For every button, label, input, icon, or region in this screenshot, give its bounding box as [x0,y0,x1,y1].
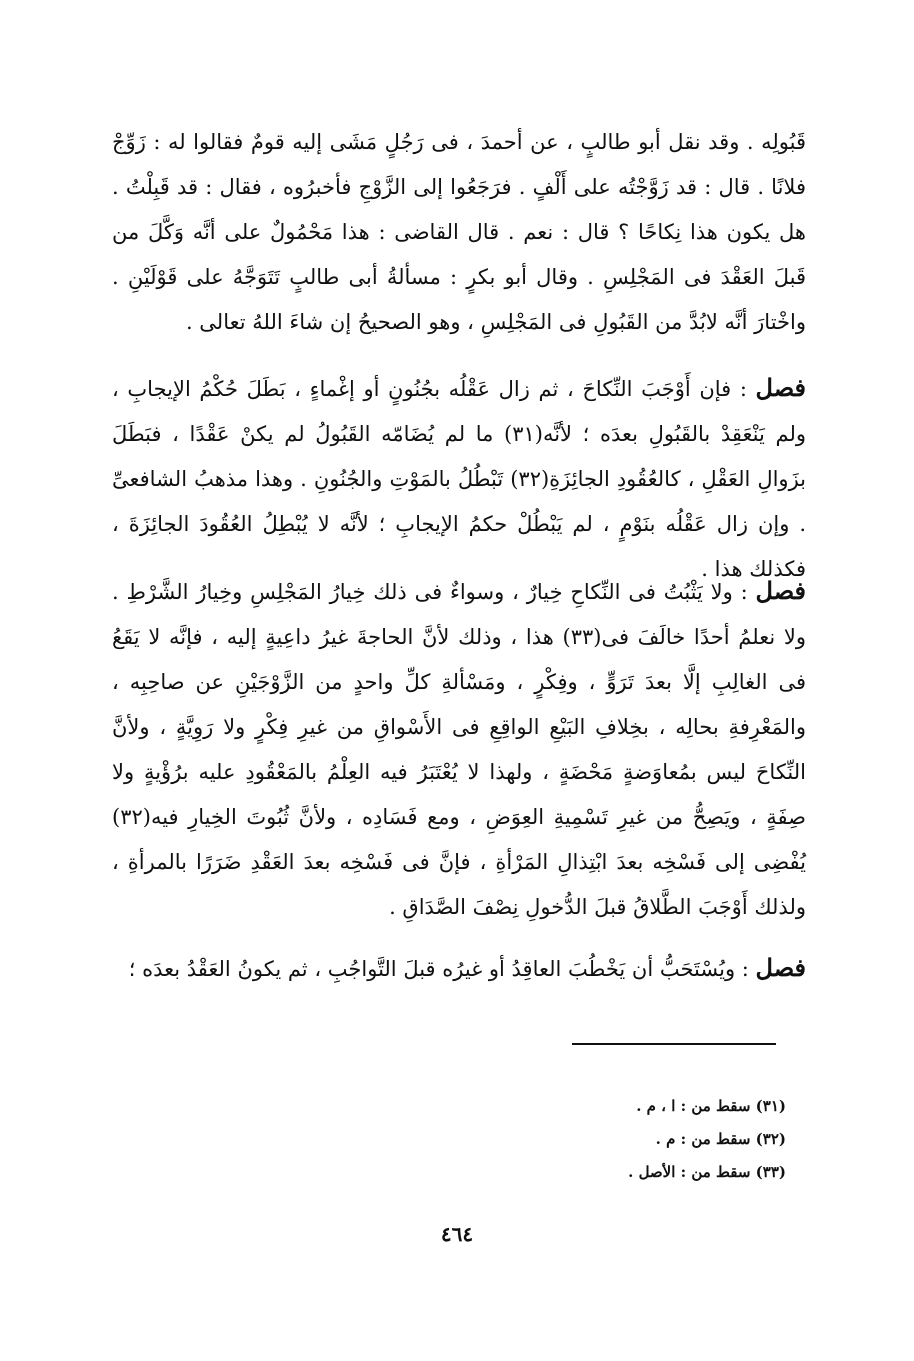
footnote-32: (٣٢) سقط من : م . [655,1130,786,1148]
paragraph-text: : ويُسْتَحَبُّ أن يَخْطُبَ العاقِدُ أو غيرُه قبلَ التَّواجُبِ ، ثم يكونُ العَقْدُ بعدَه ؛ [128,957,749,981]
paragraph-text: : فإن أَوْجَبَ النِّكاحَ ، ثم زال عَقْلُه بجُنُونٍ أو إغْماءٍ ، بَطَلَ حُكْمُ الإيجابِ ، ولم يَنْعَقِدْ بالقَبُولِ بعدَه ؛ لأنَّه(٣١) ما لم يُضَامّه القَبُولُ لم يكنْ عَقْدًا ، فبَطَلَ بزَوالِ العَقْلِ ، كالعُقُودِ الجائِزَةِ(٣٢) تَبْطُلُ بالمَوْتِ والجُنُونِ . وهذا مذهبُ الشافعىِّ . وإن زال عَقْلُه بنَوْمٍ ، لم يَبْطُلْ حكمُ الإيجابِ ؛ لأنَّه لا يُبْطِلُ العُقُودَ الجائِزَةَ ، فكذلك هذا . [112,377,807,581]
section-heading-fasl: فصل [755,373,806,402]
paragraph-fasl-khiyar [112,568,806,930]
footnote-divider [572,1043,776,1045]
paragraph-fasl-khutba [112,945,806,992]
section-heading-fasl: فصل [755,576,807,605]
footnote-33: (٣٣) سقط من : الأصل . [628,1163,786,1181]
section-heading-fasl: فصل [755,953,806,982]
paragraph-text: : ولا يَثْبُتُ فى النِّكاحِ خِيارٌ ، وسواءٌ فى ذلك خِيارُ المَجْلِسِ وخِيارُ الشَّرْطِ . ولا نعلمُ أحدًا خالَفَ فى(٣٣) هذا ، وذلك لأنَّ الحاجةَ غيرُ داعِيةٍ إليه ، فإنَّه لا يَقَعُ فى الغالِبِ إلَّا بعدَ تَرَوٍّ ، وفِكْرٍ ، ومَسْألةِ كلِّ واحدٍ من الزَّوْجَيْنِ عن صاحِبِه ، والمَعْرِفةِ بحالِه ، بخِلافِ البَيْعِ الواقِعِ فى الأَسْواقِ من غيرِ فِكْرٍ ولا رَوِيَّةٍ ، ولأنَّ النِّكاحَ ليس بمُعاوَضةٍ مَحْضَةٍ ، ولهذا لا يُعْتَبَرُ فيه العِلْمُ بالمَعْقُودِ عليه برُؤْيةٍ ولا صِفَةٍ ، ويَصِحُّ من غيرِ تَسْمِيةِ العِوَضِ ، ومع فَسَادِه ، ولأنَّ ثُبُوتَ الخِيارِ فيه(٣٢) يُفْضِى إلى فَسْخِه بعدَ ابْتِذالِ المَرْأةِ ، فإنَّ فى فَسْخِه بعدَ العَقْدِ ضَرَرًا بالمرأةِ ، ولذلك أَوْجَبَ الطَّلاقُ قبلَ الدُّخولِ نِصْفَ الصَّدَاقِ . [112,580,806,919]
paragraph-continuation [112,120,806,345]
footnotes [380,1090,786,1189]
paragraph-text: قَبُولِه . وقد نقل أبو طالبٍ ، عن أحمدَ ، فى رَجُلٍ مَشَى إليه قومٌ فقالوا له : زَوِّجْ فلانًا . قال : قد زَوَّجْتُه على أَلْفٍ . فرَجَعُوا إلى الزَّوْجِ فأخبرُوه ، فقال : قد قَبِلْتُ . هل يكون هذا نِكاحًا ؟ قال : نعم . قال القاضى : هذا مَحْمُولٌ على أنَّه وَكَّلَ من قَبلَ العَقْدَ فى المَجْلِسِ . وقال أبو بكرٍ : مسألةُ أبى طالبٍ تَتَوَجَّهُ على قَوْلَيْنِ . واخْتارَ أنَّه لابُدَّ من القَبُولِ فى المَجْلِسِ ، وهو الصحيحُ إن شاءَ اللهُ تعالى . [112,130,806,334]
paragraph-fasl-insanity [112,365,806,592]
footnote-31: (٣١) سقط من : ا ، م . [636,1097,786,1115]
page-number: ٤٦٤ [440,1222,474,1246]
